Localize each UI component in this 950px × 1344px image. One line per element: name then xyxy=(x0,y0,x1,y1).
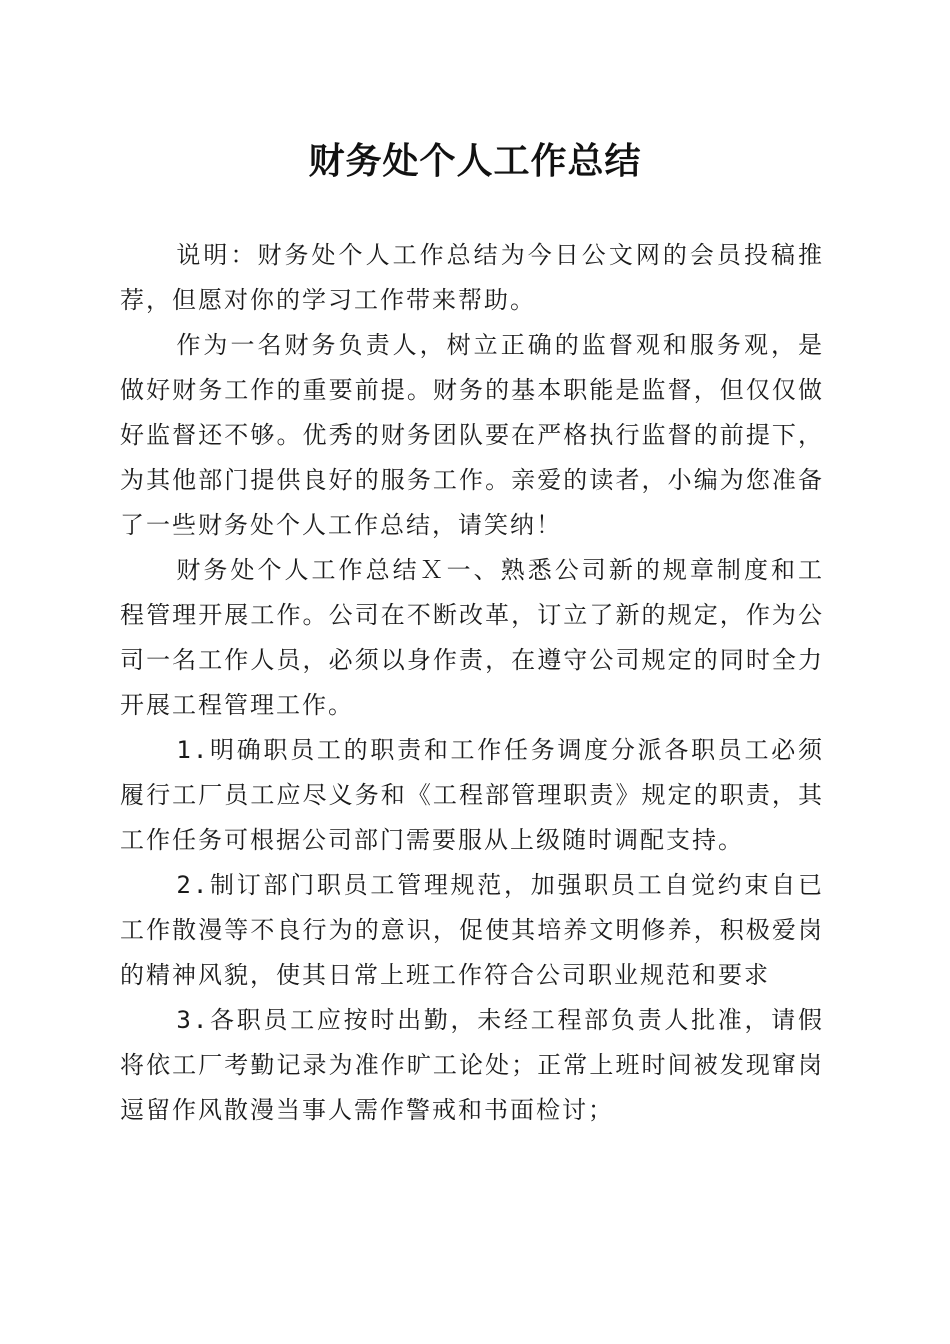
paragraph-intro: 说明：财务处个人工作总结为今日公文网的会员投稿推荐，但愿对你的学习工作带来帮助。 xyxy=(120,241,824,314)
paragraph-item-1: 1.明确职员工的职责和工作任务调度分派各职员工必须履行工厂员工应尽义务和《工程部管理职责》规定的职责，其工作任务可根据公司部门需要服从上级随时调配支持。 xyxy=(120,736,824,854)
paragraph-item-3: 3.各职员工应按时出勤，未经工程部负责人批准，请假将依工厂考勤记录为准作旷工论处；正常上班时间被发现窜岗逗留作风散漫当事人需作警戒和书面检讨； xyxy=(120,1006,824,1124)
paragraph-section-one: 财务处个人工作总结Ｘ一、熟悉公司新的规章制度和工程管理开展工作。公司在不断改革，订立了新的规定，作为公司一名工作人员，必须以身作责，在遵守公司规定的同时全力开展工程管理工作。 xyxy=(120,556,824,719)
paragraph-preface: 作为一名财务负责人，树立正确的监督观和服务观，是做好财务工作的重要前提。财务的基本职能是监督，但仅仅做好监督还不够。优秀的财务团队要在严格执行监督的前提下，为其他部门提供良好的服务工作。亲爱的读者，小编为您准备了一些财务处个人工作总结，请笑纳！ xyxy=(120,331,824,539)
paragraph-item-2: 2.制订部门职员工管理规范，加强职员工自觉约束自已工作散漫等不良行为的意识，促使其培养文明修养，积极爱岗的精神风貌，使其日常上班工作符合公司职业规范和要求 xyxy=(120,871,824,989)
document-body xyxy=(120,233,824,1133)
page-title: 财务处个人工作总结 xyxy=(308,140,642,182)
